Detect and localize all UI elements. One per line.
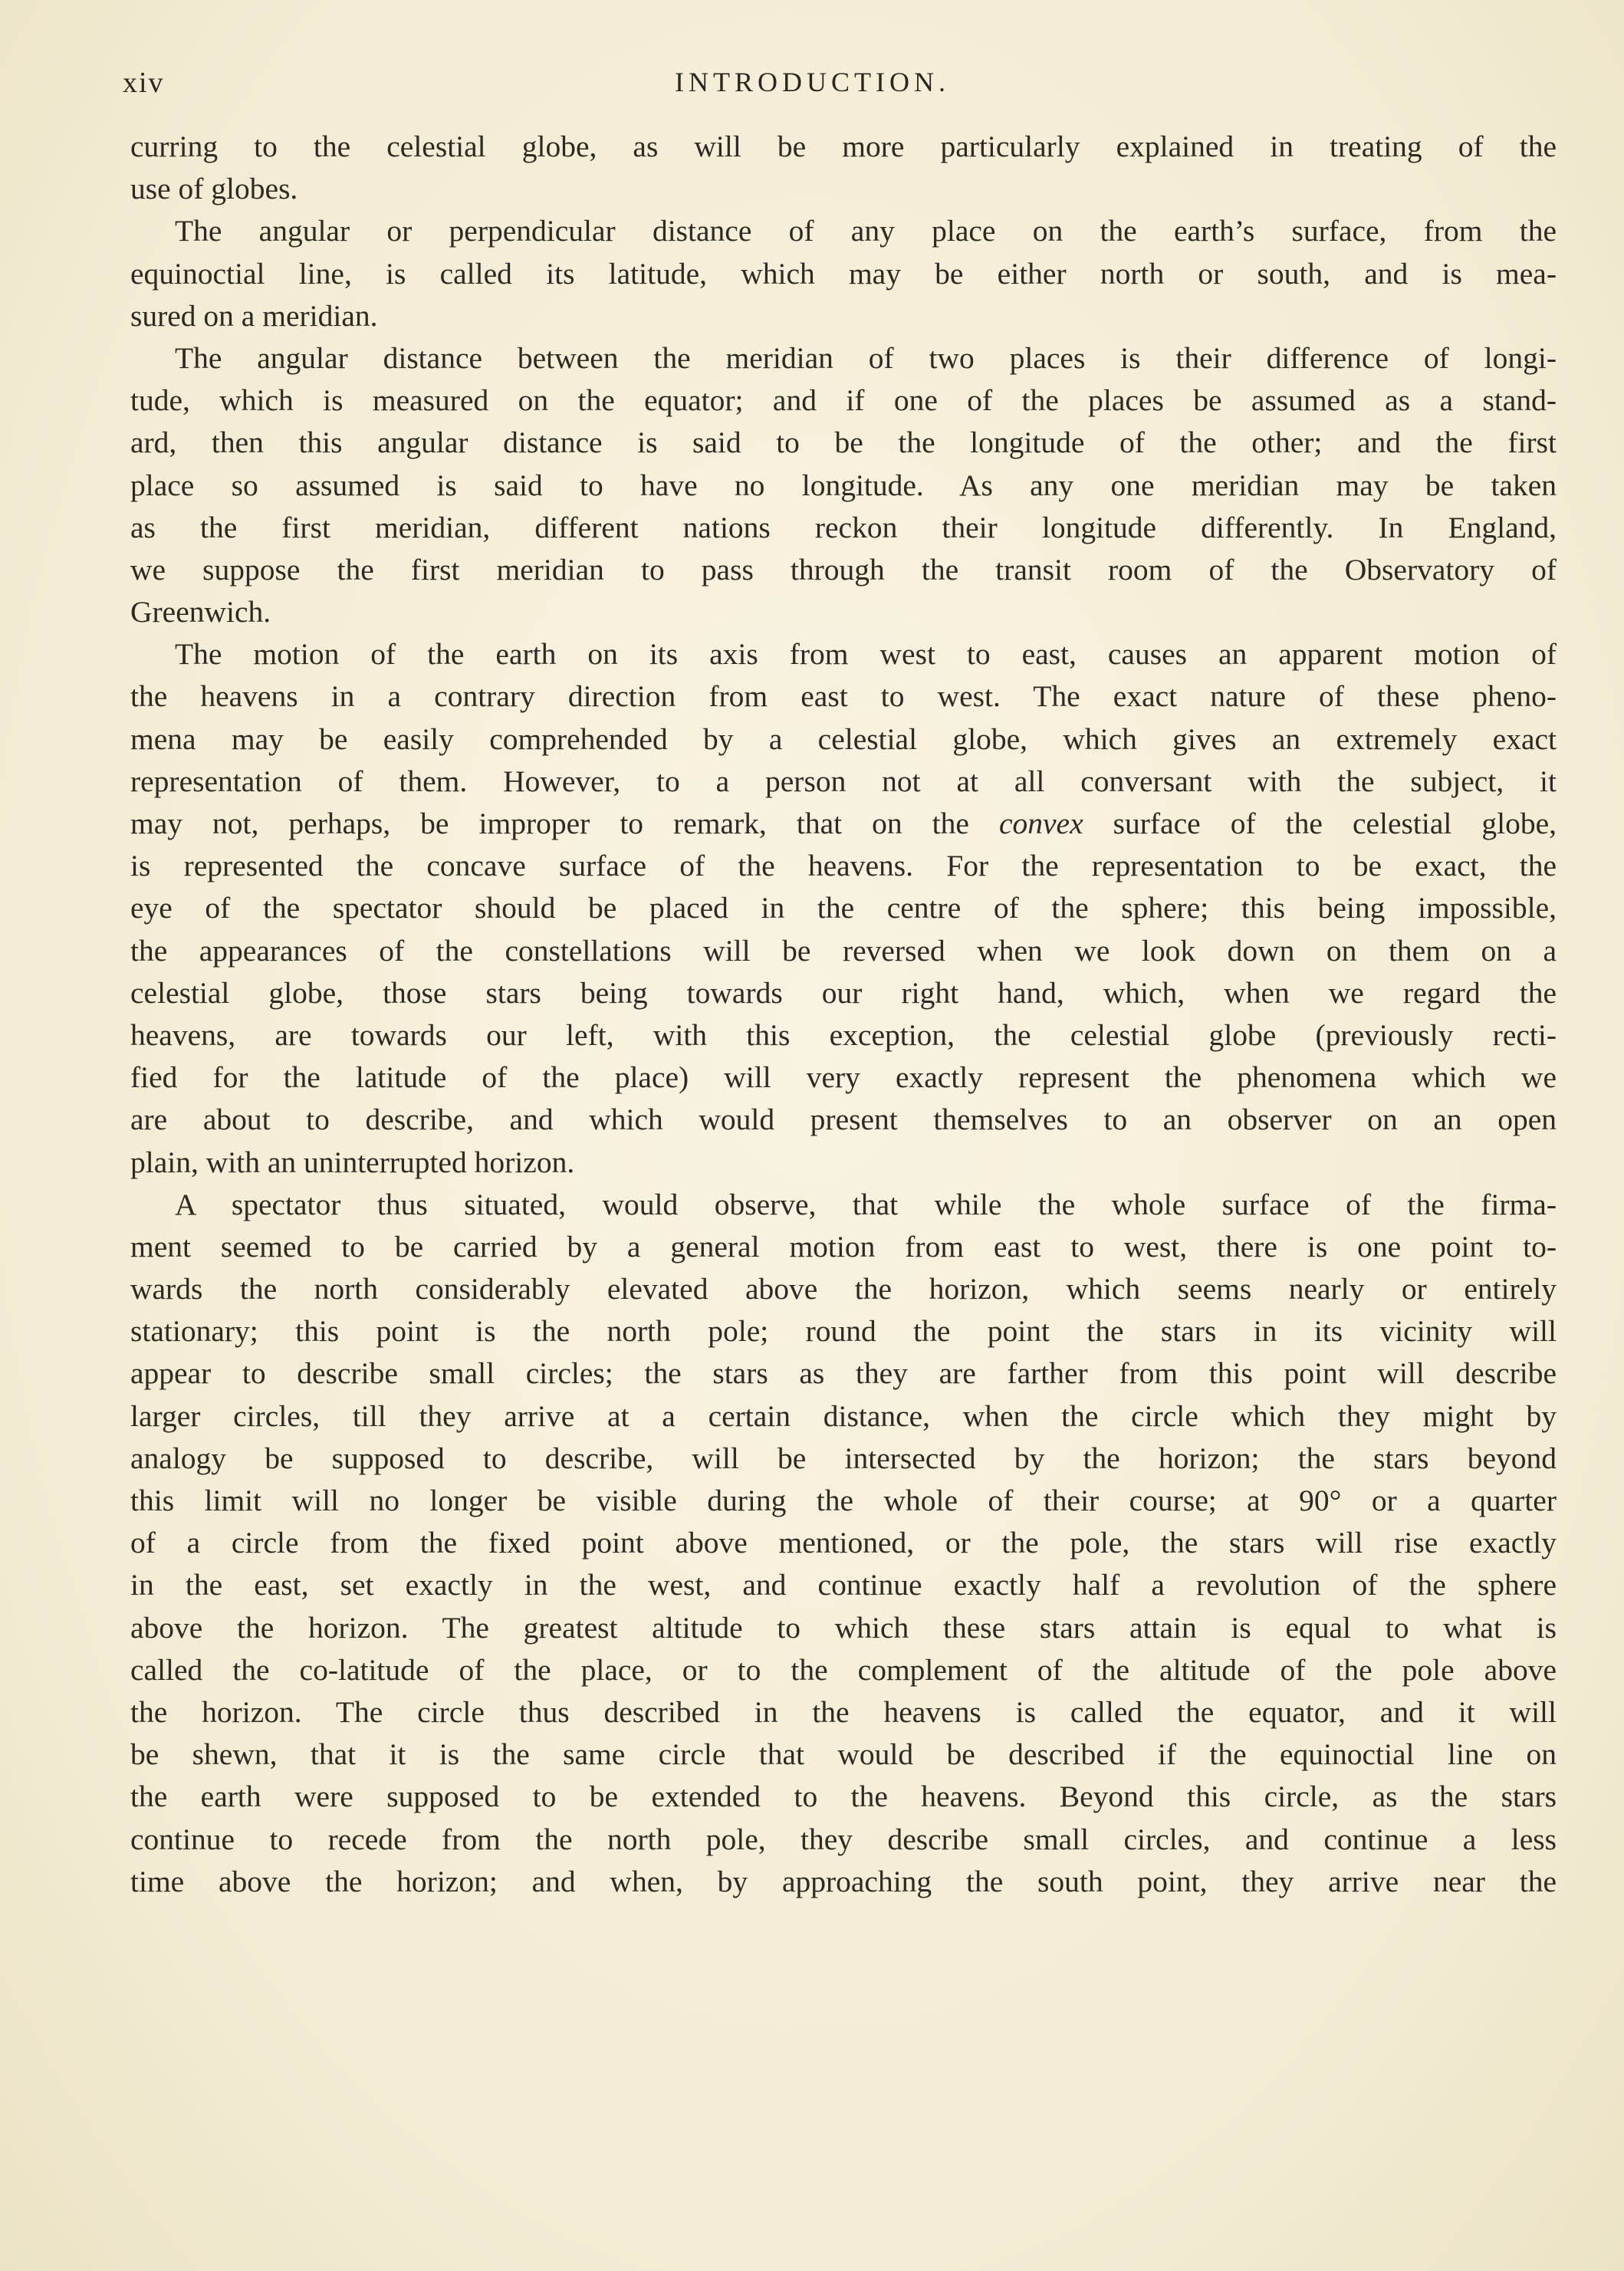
text-line: of a circle from the fixed point above mentioned, or the pole, the stars will rise exactly [130, 1526, 1557, 1560]
text-line: continue to recede from the north pole, they describe small circles, and continue a less [130, 1822, 1557, 1856]
text-line: tude, which is measured on the equator; and if one of the places be assumed as a stand- [130, 383, 1557, 418]
text-line: this limit will no longer be visible during the whole of their course; at 90° or a quarter [130, 1484, 1557, 1517]
text-line: called the co-latitude of the place, or to the complement of the altitude of the pole above [130, 1652, 1557, 1687]
body-text [130, 126, 1557, 1903]
page-number: xiv [123, 67, 165, 99]
paragraph-start-line: A spectator thus situated, would observe, that while the whole surface of the firma- [175, 1187, 1557, 1221]
text-line: sured on a meridian. [130, 298, 378, 333]
text-line: stationary; this point is the north pole; round the point the stars in its vicinity will [130, 1314, 1557, 1349]
running-head: INTRODUCTION. [675, 67, 950, 97]
text-line: use of globes. [130, 172, 298, 206]
text-line: is represented the concave surface of the heavens. For the representation to be exact, the [130, 849, 1557, 883]
text-line: the horizon. The circle thus described in the heavens is called the equator, and it will [130, 1694, 1557, 1729]
text-line: wards the north considerably elevated above the horizon, which seems nearly or entirely [130, 1272, 1557, 1306]
text-line: we suppose the first meridian to pass through the transit room of the Observatory of [130, 552, 1557, 587]
text-line: above the horizon. The greatest altitude to which these stars attain is equal to what is [130, 1610, 1557, 1645]
text-segment: may not, perhaps, be improper to remark, that on the [130, 807, 969, 840]
text-line: Greenwich. [130, 595, 271, 629]
paragraph-start-line: The angular distance between the meridian of two places is their difference of longi- [175, 340, 1557, 375]
text-line-with-italic [130, 803, 1557, 845]
text-line: the appearances of the constellations will be reversed when we look down on them on a [130, 933, 1557, 968]
page-header [123, 66, 1564, 112]
text-segment: surface of the celestial globe, [1113, 807, 1557, 840]
text-line: are about to describe, and which would present themselves to an observer on an open [130, 1103, 1557, 1137]
text-line: in the east, set exactly in the west, and continue exactly half a revolution of the sphere [130, 1568, 1557, 1602]
text-line: equinoctial line, is called its latitude, which may be either north or south, and is mea- [130, 256, 1557, 291]
text-line: mena may be easily comprehended by a celestial globe, which gives an extremely exact [130, 721, 1557, 756]
text-line: larger circles, till they arrive at a certain distance, when the circle which they might by [130, 1398, 1557, 1433]
text-line: celestial globe, those stars being towards our right hand, which, when we regard the [130, 975, 1557, 1010]
text-line: heavens, are towards our left, with this exception, the celestial globe (previously recti- [130, 1017, 1557, 1052]
text-line: be shewn, that it is the same circle that would be described if the equinoctial line on [130, 1737, 1557, 1772]
text-line: analogy be supposed to describe, will be intersected by the horizon; the stars beyond [130, 1441, 1557, 1475]
text-line: appear to describe small circles; the stars as they are farther from this point will describe [130, 1356, 1557, 1391]
text-line: representation of them. However, to a person not at all conversant with the subject, it [130, 764, 1557, 798]
italic-word: convex [998, 807, 1083, 840]
text-line: ard, then this angular distance is said to be the longitude of the other; and the first [130, 426, 1557, 460]
paragraph-start-line: The motion of the earth on its axis from west to east, causes an apparent motion of [175, 637, 1557, 672]
text-line: eye of the spectator should be placed in the centre of the sphere; this being impossible, [130, 891, 1557, 925]
text-line: fied for the latitude of the place) will very exactly represent the phenomena which we [130, 1060, 1557, 1095]
text-line: time above the horizon; and when, by approaching the south point, they arrive near the [130, 1864, 1557, 1898]
text-line: plain, with an uninterrupted horizon. [130, 1145, 575, 1179]
text-line: place so assumed is said to have no longitude. As any one meridian may be taken [130, 468, 1557, 502]
text-line: curring to the celestial globe, as will be more particularly explained in treating of the [130, 130, 1557, 163]
text-line: ment seemed to be carried by a general motion from east to west, there is one point to- [130, 1229, 1557, 1264]
text-line: the heavens in a contrary direction from east to west. The exact nature of these pheno- [130, 679, 1557, 714]
text-line: the earth were supposed to be extended to the heavens. Beyond this circle, as the stars [130, 1780, 1557, 1814]
text-line: as the first meridian, different nations reckon their longitude differently. In England, [130, 510, 1557, 544]
paragraph-start-line: The angular or perpendicular distance of any place on the earth’s surface, from the [175, 214, 1557, 248]
